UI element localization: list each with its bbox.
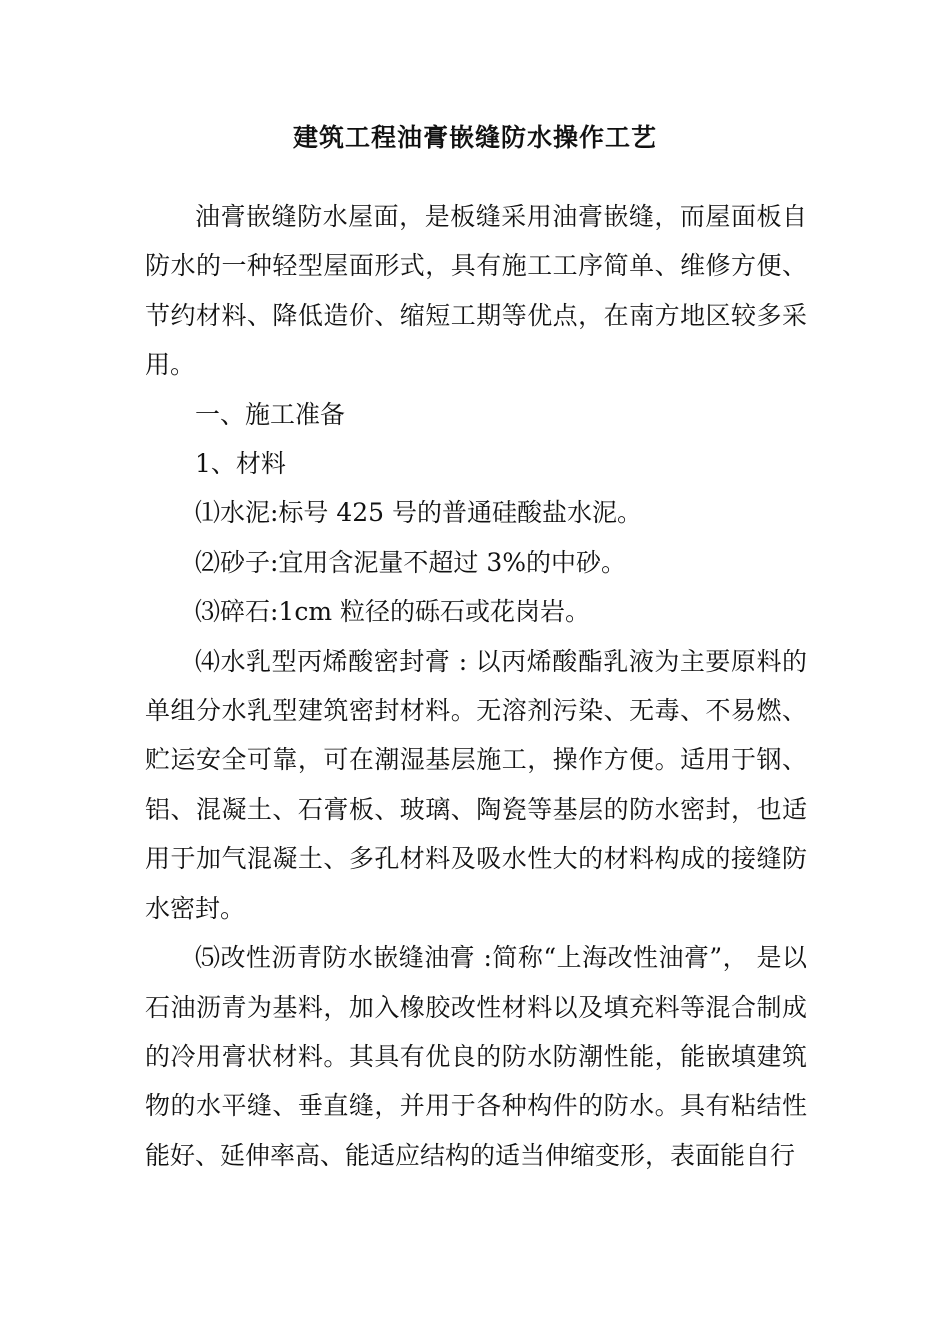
heading-section-1: 一、施工准备 [195,399,346,429]
heading-materials: 1、材料 [195,449,286,479]
list-item-modified-asphalt: ⑸改性沥青防水嵌缝油膏 :简称“上海改性油膏”， 是以石油沥青为基料，加入橡胶改性材料以及填充料等混合制成的冷用膏状材料。其具有优良的防水防潮性能，能嵌填建筑物的水平缝、垂直缝，并用于各种构件的防水。具有粘结性能好、延伸率高、能适应结构的适当伸缩变形，表面能自行 [145,943,807,1170]
list-item-gravel: ⑶碎石:1cm 粒径的砾石或花岗岩。 [195,597,590,627]
paragraph-intro: 油膏嵌缝防水屋面，是板缝采用油膏嵌缝，而屋面板自防水的一种轻型屋面形式，具有施工工序简单、维修方便、节约材料、降低造价、缩短工期等优点，在南方地区较多采用。 [145,202,807,380]
list-item-sand: ⑵砂子:宜用含泥量不超过 3%的中砂。 [195,547,627,577]
list-item-cement: ⑴水泥:标号 425 号的普通硅酸盐水泥。 [195,498,643,528]
list-item-acrylic-sealant: ⑷水乳型丙烯酸密封膏 : 以丙烯酸酯乳液为主要原料的单组分水乳型建筑密封材料。无溶剂污染、无毒、不易燃、贮运安全可靠，可在潮湿基层施工，操作方便。适用于钢、铝、混凝土、石膏板、玻璃、陶瓷等基层的防水密封，也适用于加气混凝土、多孔材料及吸水性大的材料构成的接缝防水密封。 [145,646,807,923]
document-body [145,192,807,1180]
document-title: 建筑工程油膏嵌缝防水操作工艺 [292,123,657,152]
